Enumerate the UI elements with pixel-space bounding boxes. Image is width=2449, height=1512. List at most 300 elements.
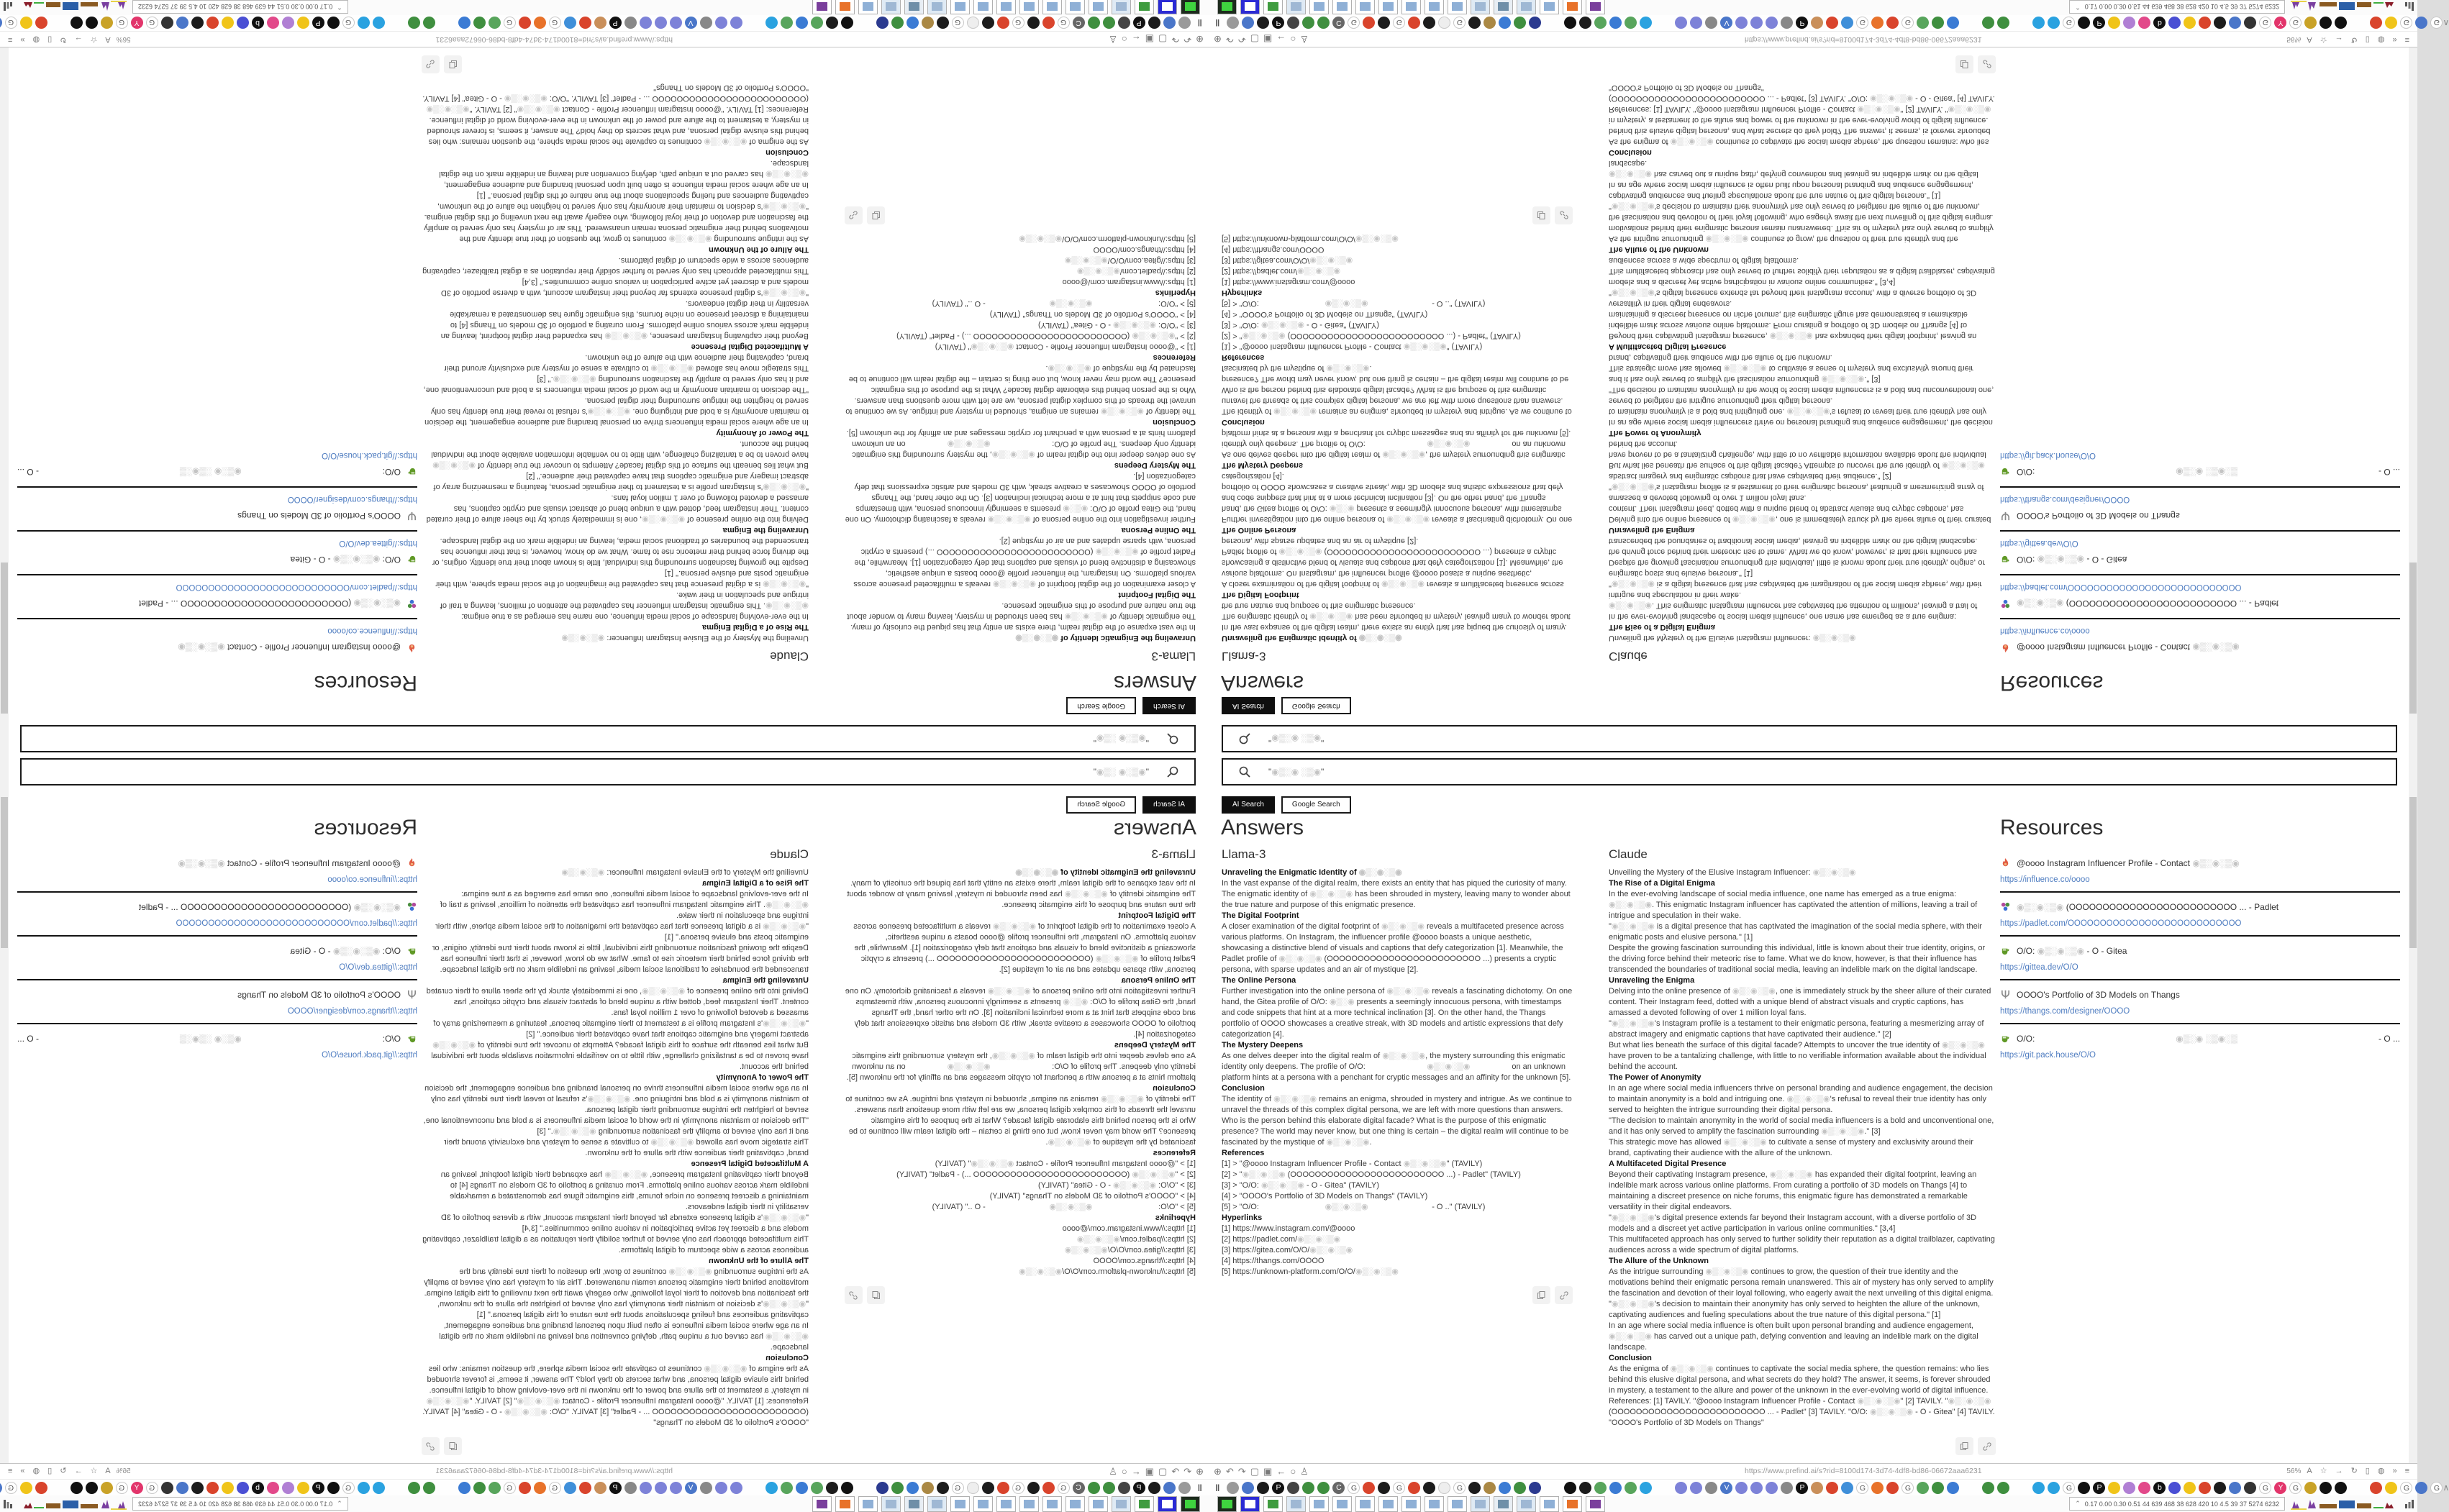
toolbar-icon[interactable]: ▣ — [1263, 34, 1273, 45]
toolbar-icon[interactable]: ↷ — [1171, 1466, 1180, 1477]
toolbar-icon[interactable]: ◍ — [32, 35, 40, 44]
tab-favicon[interactable] — [267, 17, 279, 29]
tab-favicon[interactable] — [327, 17, 340, 29]
taskbar-app-icon[interactable] — [858, 1496, 878, 1512]
tab-favicon[interactable] — [423, 17, 435, 29]
tab-favicon[interactable] — [1317, 17, 1330, 29]
scrollbar-thumb[interactable] — [2409, 797, 2417, 948]
tab-favicon[interactable] — [564, 1482, 576, 1494]
tab-favicon[interactable] — [1625, 17, 1637, 29]
toolbar-icon[interactable]: ↻ — [2350, 1467, 2358, 1475]
tab-favicon[interactable]: b — [252, 1482, 264, 1494]
toolbar-icon[interactable]: ↻ — [2350, 35, 2358, 44]
tab-favicon[interactable] — [1027, 17, 1040, 29]
tab-favicon[interactable]: P — [1272, 17, 1284, 29]
tab-favicon[interactable] — [594, 17, 606, 29]
toolbar-icon[interactable]: ▢ — [1250, 34, 1260, 45]
tab-favicon[interactable] — [1408, 1482, 1420, 1494]
tab-favicon[interactable]: P — [609, 1482, 622, 1494]
taskbar-app-icon[interactable] — [1158, 1496, 1177, 1512]
tab-favicon[interactable] — [1242, 1482, 1254, 1494]
tab-favicon[interactable] — [222, 17, 234, 29]
tab-favicon[interactable]: G — [1902, 17, 1914, 29]
tab-favicon[interactable] — [1499, 1482, 1511, 1494]
tab-favicon[interactable] — [2370, 17, 2382, 29]
taskbar-app-icon[interactable] — [1586, 1496, 1605, 1512]
taskbar-app-icon[interactable] — [1448, 1496, 1467, 1512]
tab-favicon[interactable]: G — [2400, 1482, 2412, 1494]
toolbar-icon[interactable]: ☆ — [90, 35, 98, 44]
google-search-button[interactable]: Google Search — [1066, 697, 1136, 714]
tab-favicon[interactable] — [191, 1482, 204, 1494]
taskbar-app-icon[interactable] — [1042, 0, 1062, 15]
tab-favicon[interactable]: C — [1332, 1482, 1345, 1494]
tab-favicon[interactable] — [982, 17, 994, 29]
tab-favicon[interactable]: G — [952, 1482, 964, 1494]
toolbar-icon[interactable]: ▢ — [1158, 34, 1168, 45]
tab-favicon[interactable] — [458, 17, 471, 29]
tab-favicon[interactable] — [2048, 17, 2060, 29]
tab-favicon[interactable] — [1423, 1482, 1435, 1494]
taskbar-app-icon[interactable] — [1135, 1496, 1154, 1512]
scrollbar-thumb[interactable] — [1, 797, 8, 948]
tab-favicon[interactable]: P — [1796, 1482, 1808, 1494]
taskbar-app-icon[interactable] — [1263, 0, 1283, 15]
resource-link[interactable]: https://git.pack.house/O/O — [322, 1051, 417, 1060]
resource-link[interactable]: https://git.pack.house/O/O — [2000, 451, 2096, 460]
tab-favicon[interactable] — [297, 17, 309, 29]
tab-favicon[interactable] — [489, 17, 501, 29]
tab-favicon[interactable]: b — [2153, 1482, 2166, 1494]
toolbar-icon[interactable]: ☆ — [2319, 35, 2327, 44]
tab-favicon[interactable]: G — [549, 17, 561, 29]
taskbar-app-icon[interactable] — [1471, 1496, 1490, 1512]
tab-favicon[interactable] — [1363, 17, 1375, 29]
toolbar-icon[interactable]: ↷ — [1237, 34, 1246, 45]
tab-favicon[interactable] — [1468, 1482, 1481, 1494]
tab-favicon[interactable] — [2108, 1482, 2120, 1494]
tab-favicon[interactable] — [534, 1482, 546, 1494]
tab-favicon[interactable]: Y — [2274, 1482, 2286, 1494]
taskbar-app-icon[interactable] — [1517, 0, 1536, 15]
tab-favicon[interactable] — [907, 1482, 919, 1494]
taskbar-app-icon[interactable] — [1042, 1496, 1062, 1512]
search-input[interactable] — [20, 758, 1196, 785]
toolbar-icon[interactable]: ♙ — [1109, 1466, 1117, 1477]
pause-icon[interactable]: ‖ — [1215, 1482, 1220, 1493]
tab-favicon[interactable] — [1766, 1482, 1778, 1494]
tab-favicon[interactable] — [1594, 17, 1607, 29]
tab-favicon[interactable] — [1997, 17, 2009, 29]
tab-favicon[interactable] — [1148, 17, 1160, 29]
copy-icon[interactable] — [1955, 1437, 1973, 1455]
tab-favicon[interactable] — [373, 17, 385, 29]
tab-favicon[interactable] — [358, 17, 370, 29]
tab-favicon[interactable] — [1257, 1482, 1269, 1494]
tab-favicon[interactable]: C — [1073, 17, 1085, 29]
ai-search-button[interactable]: AI Search — [1222, 796, 1275, 814]
tab-favicon[interactable]: V — [1720, 17, 1732, 29]
tab-favicon[interactable]: P — [312, 17, 324, 29]
toolbar-icon[interactable]: A — [2307, 1467, 2312, 1475]
tab-favicon[interactable] — [876, 1482, 889, 1494]
tab-favicon[interactable] — [327, 1482, 340, 1494]
tab-favicon[interactable] — [841, 1482, 853, 1494]
taskbar-app-icon[interactable] — [973, 0, 993, 15]
tab-favicon[interactable] — [1841, 1482, 1853, 1494]
tab-favicon[interactable] — [1811, 17, 1823, 29]
toolbar-icon[interactable]: ▯ — [47, 1467, 53, 1475]
tab-favicon[interactable] — [579, 1482, 591, 1494]
tab-favicon[interactable]: b — [252, 17, 264, 29]
tab-favicon[interactable] — [655, 1482, 667, 1494]
tab-favicon[interactable]: G — [2259, 17, 2271, 29]
tab-favicon[interactable]: G — [116, 1482, 128, 1494]
tab-favicon[interactable] — [2304, 1482, 2317, 1494]
monitor-graph-icon[interactable] — [2404, 2, 2414, 12]
tab-favicon[interactable]: P — [312, 1482, 324, 1494]
tab-favicon[interactable] — [2304, 17, 2317, 29]
tab-favicon[interactable] — [1027, 1482, 1040, 1494]
taskbar-app-icon[interactable] — [1517, 1496, 1536, 1512]
toolbar-icon[interactable]: ↶ — [1183, 34, 1192, 45]
toolbar-icon[interactable]: ▢ — [1250, 1466, 1260, 1477]
tab-favicon[interactable] — [2199, 1482, 2211, 1494]
tab-favicon[interactable] — [891, 1482, 904, 1494]
tab-favicon[interactable] — [176, 1482, 188, 1494]
tab-favicon[interactable] — [1118, 17, 1130, 29]
tab-favicon[interactable] — [101, 1482, 113, 1494]
toolbar-icon[interactable]: ↻ — [60, 35, 67, 44]
taskbar-app-icon[interactable] — [1494, 1496, 1513, 1512]
tab-favicon[interactable] — [2335, 17, 2347, 29]
copy-icon[interactable] — [1955, 55, 1973, 73]
tab-favicon[interactable] — [1564, 1482, 1576, 1494]
tab-favicon[interactable] — [781, 1482, 793, 1494]
tab-favicon[interactable] — [1148, 1482, 1160, 1494]
tab-favicon[interactable]: G — [116, 17, 128, 29]
taskbar-app-icon[interactable] — [1240, 1496, 1260, 1512]
tab-favicon[interactable] — [1514, 17, 1526, 29]
toolbar-icon[interactable]: » — [2392, 1467, 2397, 1475]
taskbar-app-icon[interactable] — [1540, 0, 1559, 15]
toolbar-icon[interactable]: ○ — [1290, 34, 1296, 45]
toolbar-icon[interactable]: ≡ — [2404, 35, 2409, 44]
taskbar-app-icon[interactable] — [1448, 0, 1467, 15]
toolbar-icon[interactable]: ↷ — [1237, 1466, 1246, 1477]
toolbar-icon[interactable]: ▯ — [2365, 35, 2370, 44]
toolbar-icon[interactable]: ↶ — [1225, 34, 1234, 45]
chevron-up-icon[interactable]: ∧ — [2443, 1483, 2449, 1493]
taskbar-app-icon[interactable] — [1332, 1496, 1352, 1512]
copy-icon[interactable] — [867, 206, 885, 224]
tab-favicon[interactable] — [2415, 1482, 2427, 1494]
tab-favicon[interactable] — [1178, 17, 1191, 29]
tab-favicon[interactable] — [1088, 17, 1100, 29]
tab-favicon[interactable] — [2032, 17, 2045, 29]
tab-favicon[interactable]: G — [5, 1482, 17, 1494]
tab-favicon[interactable] — [2319, 17, 2332, 29]
tab-favicon[interactable] — [2370, 1482, 2382, 1494]
tab-favicon[interactable] — [715, 1482, 727, 1494]
taskbar-app-icon[interactable] — [1494, 0, 1513, 15]
toolbar-icon[interactable]: ≡ — [8, 35, 13, 44]
tab-favicon[interactable] — [1529, 17, 1541, 29]
tab-favicon[interactable] — [2184, 1482, 2196, 1494]
tab-favicon[interactable] — [1871, 1482, 1884, 1494]
tab-favicon[interactable]: G — [342, 1482, 355, 1494]
tab-favicon[interactable] — [2168, 1482, 2181, 1494]
taskbar-app-icon[interactable] — [1112, 1496, 1131, 1512]
search-input[interactable] — [20, 725, 1196, 752]
tab-favicon[interactable] — [1287, 1482, 1299, 1494]
search-input[interactable] — [1222, 758, 2397, 785]
tab-favicon[interactable] — [161, 1482, 173, 1494]
tab-favicon[interactable]: G — [146, 17, 158, 29]
tab-favicon[interactable] — [176, 17, 188, 29]
tab-favicon[interactable] — [2108, 17, 2120, 29]
tab-favicon[interactable] — [1609, 17, 1622, 29]
toolbar-icon[interactable]: ☆ — [2319, 1467, 2327, 1475]
tab-favicon[interactable] — [282, 1482, 294, 1494]
toolbar-icon[interactable]: ○ — [1121, 1466, 1127, 1477]
tab-favicon[interactable] — [937, 1482, 949, 1494]
tab-favicon[interactable] — [1609, 1482, 1622, 1494]
tab-favicon[interactable]: G — [1902, 1482, 1914, 1494]
tab-favicon[interactable]: G — [1012, 1482, 1024, 1494]
tab-favicon[interactable] — [765, 1482, 778, 1494]
toolbar-icon[interactable]: » — [20, 1467, 25, 1475]
tab-favicon[interactable] — [1886, 1482, 1899, 1494]
tab-favicon[interactable] — [1766, 17, 1778, 29]
tab-favicon[interactable] — [1178, 1482, 1191, 1494]
tab-favicon[interactable] — [1378, 1482, 1390, 1494]
search-input[interactable] — [1222, 725, 2397, 752]
tab-favicon[interactable] — [1735, 1482, 1748, 1494]
tab-favicon[interactable] — [1103, 17, 1115, 29]
tab-favicon[interactable] — [1564, 17, 1576, 29]
tab-favicon[interactable] — [937, 17, 949, 29]
taskbar-app-icon[interactable] — [904, 1496, 924, 1512]
tab-favicon[interactable] — [71, 1482, 83, 1494]
tab-favicon[interactable] — [1781, 1482, 1793, 1494]
taskbar-app-icon[interactable] — [1425, 1496, 1444, 1512]
tab-favicon[interactable]: G — [2400, 17, 2412, 29]
tab-favicon[interactable]: G — [2430, 1482, 2443, 1494]
toolbar-icon[interactable]: ◍ — [32, 1467, 40, 1475]
tab-favicon[interactable]: G — [2259, 1482, 2271, 1494]
taskbar-app-icon[interactable] — [1181, 1496, 1200, 1512]
resource-link[interactable]: https://padlet.com/OOOOOOOOOOOOOOOOOOOOOOOOOOO — [2000, 919, 2242, 928]
tab-favicon[interactable]: P — [2093, 17, 2105, 29]
taskbar-app-icon[interactable] — [1019, 1496, 1039, 1512]
toolbar-icon[interactable]: ← — [1276, 34, 1286, 45]
toolbar-icon[interactable]: ♙ — [1300, 1466, 1309, 1477]
taskbar-app-icon[interactable] — [835, 1496, 855, 1512]
taskbar-app-icon[interactable] — [950, 1496, 970, 1512]
link-icon[interactable] — [422, 55, 440, 73]
tab-favicon[interactable]: P — [609, 17, 622, 29]
taskbar-app-icon[interactable] — [1355, 0, 1375, 15]
resource-link[interactable]: https://influence.co/oooo — [2000, 875, 2090, 884]
tab-favicon[interactable]: G — [1453, 17, 1466, 29]
tab-favicon[interactable] — [2078, 1482, 2090, 1494]
tab-favicon[interactable] — [1499, 17, 1511, 29]
tab-favicon[interactable] — [237, 1482, 249, 1494]
google-search-button[interactable]: Google Search — [1281, 697, 1351, 714]
resource-link[interactable]: https://gittea.dev/O/O — [339, 963, 417, 972]
tab-favicon[interactable] — [1690, 17, 1702, 29]
tab-favicon[interactable] — [2229, 17, 2241, 29]
tab-favicon[interactable] — [997, 1482, 1009, 1494]
tab-favicon[interactable] — [1917, 17, 1929, 29]
google-search-button[interactable]: Google Search — [1066, 796, 1136, 814]
address-url[interactable]: https://www.prefind.ai/s?rid=8100d174-3d74-4df8-bd86-06672aaa6231 — [435, 35, 673, 44]
resource-link[interactable]: https://padlet.com/OOOOOOOOOOOOOOOOOOOOOOOOOOO — [176, 919, 417, 928]
copy-icon[interactable] — [1532, 1286, 1550, 1304]
tab-favicon[interactable] — [1917, 1482, 1929, 1494]
toolbar-icon[interactable]: → — [2335, 1467, 2343, 1475]
tab-favicon[interactable] — [1484, 17, 1496, 29]
tab-favicon[interactable] — [640, 1482, 652, 1494]
resource-link[interactable]: https://thangs.com/designer/OOOO — [287, 1007, 417, 1016]
tab-favicon[interactable]: V — [685, 1482, 697, 1494]
tab-favicon[interactable] — [1468, 17, 1481, 29]
monitor-graph-icon[interactable] — [3, 1499, 13, 1509]
tab-favicon[interactable] — [876, 17, 889, 29]
tab-favicon[interactable]: P — [1133, 17, 1145, 29]
ai-search-button[interactable]: AI Search — [1142, 796, 1196, 814]
monitor-graph-icon[interactable] — [3, 2, 13, 12]
tab-favicon[interactable] — [2214, 1482, 2226, 1494]
tab-favicon[interactable] — [1947, 17, 1959, 29]
address-url[interactable]: https://www.prefind.ai/s?rid=8100d174-3d74-4df8-bd86-06672aaa6231 — [1745, 35, 1982, 44]
address-url[interactable]: https://www.prefind.ai/s?rid=8100d174-3d74-4df8-bd86-06672aaa6231 — [1745, 1467, 1982, 1475]
tab-favicon[interactable] — [1287, 17, 1299, 29]
tab-favicon[interactable] — [0, 1482, 2, 1494]
tab-favicon[interactable] — [1438, 17, 1450, 29]
taskbar-app-icon[interactable] — [1332, 0, 1352, 15]
taskbar-app-icon[interactable] — [1066, 0, 1085, 15]
tab-favicon[interactable] — [2048, 1482, 2060, 1494]
tab-favicon[interactable] — [781, 17, 793, 29]
tab-favicon[interactable] — [1484, 1482, 1496, 1494]
tab-favicon[interactable] — [1811, 1482, 1823, 1494]
taskbar-app-icon[interactable] — [858, 0, 878, 15]
tab-favicon[interactable] — [594, 1482, 606, 1494]
tab-favicon[interactable] — [1932, 1482, 1944, 1494]
resource-link[interactable]: https://git.pack.house/O/O — [2000, 1051, 2096, 1060]
tab-favicon[interactable] — [1675, 17, 1687, 29]
tab-favicon[interactable] — [1625, 1482, 1637, 1494]
resource-link[interactable]: https://influence.co/oooo — [2000, 627, 2090, 635]
toolbar-icon[interactable]: ← — [1131, 1466, 1141, 1477]
resource-link[interactable]: https://padlet.com/OOOOOOOOOOOOOOOOOOOOOOOOOOO — [2000, 583, 2242, 591]
scrollbar-thumb[interactable] — [2409, 563, 2417, 714]
tab-favicon[interactable] — [519, 1482, 531, 1494]
tab-favicon[interactable] — [1302, 1482, 1314, 1494]
copy-icon[interactable] — [1532, 206, 1550, 224]
tab-favicon[interactable] — [1826, 17, 1838, 29]
toolbar-icon[interactable]: ← — [1131, 34, 1141, 45]
taskbar-app-icon[interactable] — [1563, 1496, 1582, 1512]
tab-favicon[interactable] — [71, 17, 83, 29]
tab-favicon[interactable] — [458, 1482, 471, 1494]
tab-favicon[interactable]: G — [5, 17, 17, 29]
toolbar-icon[interactable]: → — [74, 35, 83, 44]
tab-favicon[interactable]: P — [1272, 1482, 1284, 1494]
toolbar-icon[interactable]: ↶ — [1183, 1466, 1192, 1477]
tab-favicon[interactable] — [1579, 17, 1591, 29]
tab-favicon[interactable] — [35, 17, 47, 29]
taskbar-app-icon[interactable] — [1355, 1496, 1375, 1512]
resource-link[interactable]: https://influence.co/oooo — [327, 875, 417, 884]
tab-favicon[interactable] — [655, 17, 667, 29]
taskbar-app-icon[interactable] — [1378, 0, 1398, 15]
copy-icon[interactable] — [444, 1437, 462, 1455]
tab-favicon[interactable] — [2078, 17, 2090, 29]
taskbar-app-icon[interactable] — [1112, 0, 1131, 15]
tab-favicon[interactable] — [1118, 1482, 1130, 1494]
pause-icon[interactable]: ‖ — [1197, 17, 1202, 29]
tab-favicon[interactable] — [1227, 1482, 1239, 1494]
tab-favicon[interactable]: G — [2063, 1482, 2075, 1494]
tab-favicon[interactable] — [2123, 1482, 2135, 1494]
toolbar-icon[interactable]: ☆ — [90, 1467, 98, 1475]
toolbar-icon[interactable]: ○ — [1121, 34, 1127, 45]
tab-favicon[interactable] — [2415, 17, 2427, 29]
taskbar-app-icon[interactable] — [1158, 0, 1177, 15]
tab-favicon[interactable] — [765, 17, 778, 29]
taskbar-app-icon[interactable] — [1586, 0, 1605, 15]
taskbar-app-icon[interactable] — [1309, 0, 1329, 15]
tab-favicon[interactable] — [1640, 17, 1652, 29]
tab-favicon[interactable] — [2199, 17, 2211, 29]
tab-favicon[interactable]: G — [2289, 17, 2302, 29]
taskbar-app-icon[interactable] — [1240, 0, 1260, 15]
tab-favicon[interactable] — [1317, 1482, 1330, 1494]
taskbar-app-icon[interactable] — [812, 0, 832, 15]
taskbar-app-icon[interactable] — [1286, 1496, 1306, 1512]
tab-favicon[interactable]: G — [1856, 17, 1868, 29]
tab-favicon[interactable]: G — [1393, 1482, 1405, 1494]
toolbar-icon[interactable]: ≡ — [8, 1467, 13, 1475]
pause-icon[interactable]: ‖ — [1197, 1482, 1202, 1493]
tab-favicon[interactable] — [1227, 17, 1239, 29]
taskbar-app-icon[interactable] — [812, 1496, 832, 1512]
tab-favicon[interactable] — [670, 1482, 682, 1494]
tab-favicon[interactable] — [519, 17, 531, 29]
tab-favicon[interactable] — [1690, 1482, 1702, 1494]
taskbar-app-icon[interactable] — [1540, 1496, 1559, 1512]
tab-favicon[interactable] — [796, 1482, 808, 1494]
taskbar-app-icon[interactable] — [927, 1496, 947, 1512]
tab-favicon[interactable] — [282, 17, 294, 29]
tab-favicon[interactable] — [624, 17, 637, 29]
tab-favicon[interactable] — [700, 17, 712, 29]
tab-favicon[interactable]: G — [1058, 1482, 1070, 1494]
tab-favicon[interactable] — [1781, 17, 1793, 29]
copy-icon[interactable] — [444, 55, 462, 73]
tab-favicon[interactable] — [1826, 1482, 1838, 1494]
tab-favicon[interactable] — [86, 17, 98, 29]
taskbar-app-icon[interactable] — [1263, 1496, 1283, 1512]
taskbar-app-icon[interactable] — [1181, 0, 1200, 15]
tab-favicon[interactable] — [267, 1482, 279, 1494]
taskbar-app-icon[interactable] — [1309, 1496, 1329, 1512]
tab-favicon[interactable] — [1579, 1482, 1591, 1494]
tab-favicon[interactable] — [2244, 17, 2256, 29]
